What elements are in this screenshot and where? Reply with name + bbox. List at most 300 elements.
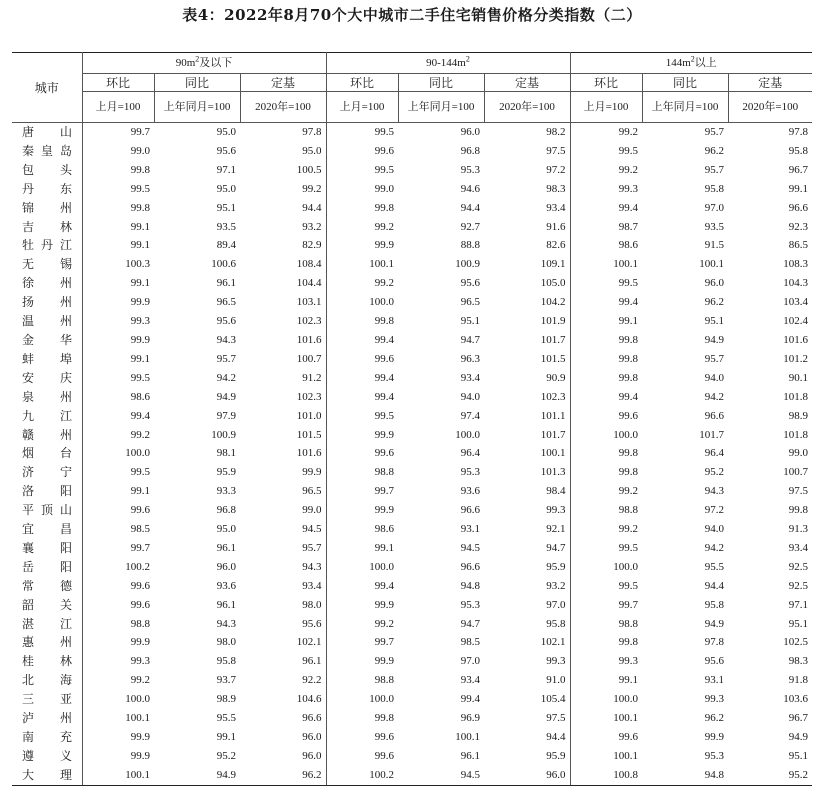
city-label: 唐山 — [22, 125, 72, 139]
city-name — [12, 331, 82, 350]
table-row — [12, 236, 812, 255]
index-value: 96.6 — [460, 560, 480, 573]
index-value: 95.1 — [788, 749, 809, 762]
index-value: 92.5 — [788, 560, 809, 573]
index-value: 100.5 — [240, 161, 326, 180]
city-name — [12, 388, 82, 407]
index-value: 88.8 — [460, 239, 480, 252]
index-value: 99.7 — [374, 636, 394, 649]
city-label: 锦州 — [22, 200, 72, 215]
city-label: 襄阳 — [22, 540, 72, 555]
city-name — [12, 501, 82, 520]
index-value: 96.7 — [788, 712, 809, 725]
index-value: 101.7 — [484, 331, 570, 350]
index-value: 91.8 — [788, 674, 809, 687]
index-value: 99.5 — [618, 277, 639, 290]
index-value: 109.1 — [484, 255, 570, 274]
index-value: 97.4 — [460, 409, 480, 422]
index-value: 100.0 — [613, 560, 639, 573]
index-value: 101.7 — [484, 426, 570, 445]
index-value: 93.2 — [484, 577, 570, 596]
index-value: 99.3 — [484, 652, 570, 671]
city-label: 常德 — [22, 578, 72, 593]
index-value: 101.7 — [699, 428, 725, 441]
index-value: 99.2 — [240, 180, 326, 199]
index-value: 97.5 — [484, 709, 570, 728]
group-header-medium: $90-144m^2$ — [326, 53, 570, 74]
index-value: 93.5 — [704, 220, 725, 233]
index-value: 100.0 — [369, 693, 394, 706]
index-value: 99.6 — [618, 409, 639, 422]
index-value: 95.3 — [704, 749, 725, 762]
city-column-header: 城市 — [12, 53, 82, 123]
base-label-2020: 2020年=100 — [484, 92, 570, 123]
index-value: 95.8 — [704, 598, 725, 611]
index-value: 101.6 — [240, 444, 326, 463]
table-row — [12, 747, 812, 766]
city-label: 三亚 — [22, 692, 72, 707]
table-row — [12, 558, 812, 577]
sub-header-fixed-base: 定基 — [240, 74, 326, 92]
index-value: 101.6 — [783, 333, 809, 346]
index-value: 94.7 — [460, 333, 480, 346]
index-value: 99.4 — [374, 579, 394, 592]
city-name — [12, 369, 82, 388]
index-value: 99.5 — [130, 371, 150, 384]
base-label-last-year: 上年同月=100 — [398, 92, 484, 123]
index-value: 99.3 — [484, 501, 570, 520]
index-value: 100.1 — [484, 444, 570, 463]
index-value: 96.5 — [216, 296, 236, 309]
index-value: 93.4 — [788, 541, 809, 554]
city-name — [12, 218, 82, 237]
index-value: 99.8 — [618, 333, 639, 346]
index-value: 95.6 — [460, 277, 480, 290]
index-value: 99.2 — [618, 163, 639, 176]
index-value: 99.9 — [704, 731, 725, 743]
index-value: 95.0 — [216, 126, 236, 138]
table-row — [12, 312, 812, 331]
city-name — [12, 539, 82, 558]
index-value: 99.9 — [130, 636, 150, 649]
group-header-small: $90m^2$及以下 — [82, 53, 326, 74]
index-value: 100.1 — [455, 731, 480, 743]
index-value: 96.0 — [484, 766, 570, 785]
index-value: 99.4 — [374, 390, 394, 403]
base-label-2020: 2020年=100 — [728, 92, 812, 123]
index-value: 91.3 — [788, 523, 809, 536]
city-name — [12, 444, 82, 463]
index-value: 108.4 — [240, 255, 326, 274]
index-value: 98.1 — [216, 447, 236, 460]
index-value: 95.0 — [240, 142, 326, 161]
city-name — [12, 293, 82, 312]
index-value: 94.3 — [240, 558, 326, 577]
index-value: 96.8 — [460, 144, 480, 157]
index-value: 103.6 — [783, 693, 809, 706]
index-value: 99.8 — [130, 163, 150, 176]
city-name — [12, 161, 82, 180]
table-row — [12, 596, 812, 615]
city-label: 湛江 — [22, 616, 72, 631]
index-value: 98.2 — [484, 123, 570, 142]
index-value: 96.2 — [240, 766, 326, 785]
index-value: 94.2 — [704, 541, 725, 554]
index-value: 98.3 — [484, 180, 570, 199]
index-value: 94.5 — [240, 520, 326, 539]
table-row — [12, 709, 812, 728]
index-value: 96.5 — [460, 296, 480, 309]
index-value: 95.3 — [460, 466, 480, 479]
index-value: 99.5 — [618, 579, 639, 592]
index-value: 99.6 — [374, 447, 394, 460]
table-row — [12, 218, 812, 237]
index-value: 99.3 — [618, 182, 639, 195]
index-value: 95.8 — [704, 182, 725, 195]
index-value: 97.9 — [216, 409, 236, 422]
index-value: 99.2 — [374, 277, 394, 290]
index-value: 100.8 — [570, 766, 642, 785]
index-value: 100.1 — [613, 749, 639, 762]
index-value: 97.8 — [788, 126, 809, 138]
index-value: 95.8 — [788, 144, 809, 157]
index-value: 95.9 — [484, 558, 570, 577]
index-value: 99.2 — [618, 523, 639, 536]
index-value: 93.1 — [704, 674, 725, 687]
index-value: 94.3 — [216, 333, 236, 346]
index-value: 100.1 — [613, 712, 639, 725]
index-value: 99.2 — [374, 220, 394, 233]
index-value: 95.2 — [216, 749, 236, 762]
city-label: 金华 — [22, 332, 72, 347]
index-value: 99.5 — [374, 163, 394, 176]
index-value: 91.0 — [484, 671, 570, 690]
index-value: 86.5 — [788, 239, 809, 252]
index-value: 95.2 — [704, 466, 725, 479]
index-value: 99.6 — [130, 598, 150, 611]
index-value: 99.8 — [618, 466, 639, 479]
index-value: 101.5 — [240, 426, 326, 445]
index-value: 99.0 — [240, 501, 326, 520]
city-label: 吉林 — [22, 219, 72, 234]
city-name — [12, 255, 82, 274]
index-value: 94.4 — [460, 201, 480, 214]
index-value: 100.7 — [783, 466, 809, 479]
table-row — [12, 199, 812, 218]
index-value: 99.7 — [618, 598, 639, 611]
city-name — [12, 482, 82, 501]
index-value: 96.1 — [216, 598, 236, 611]
index-value: 97.0 — [484, 596, 570, 615]
city-label: 北海 — [22, 673, 72, 688]
index-value: 99.9 — [130, 296, 150, 309]
table-row — [12, 520, 812, 539]
index-value: 100.9 — [211, 428, 236, 441]
index-value: 99.1 — [130, 239, 150, 252]
index-value: 98.8 — [374, 674, 394, 687]
table-body — [12, 123, 812, 786]
index-value: 98.4 — [484, 482, 570, 501]
index-value: 99.3 — [130, 655, 150, 668]
index-value: 105.0 — [484, 274, 570, 293]
city-label: 九江 — [22, 408, 72, 423]
base-label-last-year: 上年同月=100 — [642, 92, 728, 123]
index-value: 96.2 — [704, 144, 725, 157]
index-value: 96.8 — [216, 504, 236, 517]
index-value: 94.6 — [460, 182, 480, 195]
city-name — [12, 350, 82, 369]
index-value: 96.9 — [460, 712, 480, 725]
index-value: 92.2 — [240, 671, 326, 690]
index-value: 102.3 — [240, 312, 326, 331]
index-value: 104.4 — [240, 274, 326, 293]
index-value: 99.3 — [704, 693, 725, 706]
index-value: 95.8 — [484, 615, 570, 634]
price-index-table — [12, 52, 812, 786]
city-label: 蚌埠 — [22, 351, 72, 366]
index-value: 91.2 — [240, 369, 326, 388]
index-value: 98.8 — [130, 617, 150, 630]
index-value: 95.7 — [216, 352, 236, 365]
city-label: 秦皇岛 — [22, 143, 72, 158]
index-value: 93.3 — [216, 485, 236, 498]
index-value: 96.0 — [704, 277, 725, 290]
index-value: 99.5 — [374, 409, 394, 422]
city-label: 平顶山 — [22, 503, 72, 518]
index-value: 99.6 — [130, 504, 150, 517]
index-value: 96.5 — [240, 482, 326, 501]
index-value: 100.0 — [369, 296, 394, 309]
index-value: 99.1 — [130, 277, 150, 290]
index-value: 99.9 — [374, 655, 394, 668]
index-value: 99.5 — [618, 144, 639, 157]
index-value: 95.8 — [216, 655, 236, 668]
index-value: 94.3 — [704, 485, 725, 498]
index-value: 96.1 — [460, 749, 480, 762]
index-value: 99.5 — [130, 182, 150, 195]
index-value: 97.8 — [704, 636, 725, 649]
index-value: 99.2 — [130, 428, 150, 441]
city-name — [12, 671, 82, 690]
index-value: 94.0 — [460, 390, 480, 403]
table-row — [12, 388, 812, 407]
city-label: 扬州 — [22, 295, 72, 310]
city-name — [12, 633, 82, 652]
index-value: 99.2 — [130, 674, 150, 687]
index-value: 99.1 — [130, 485, 150, 498]
index-value: 95.1 — [460, 315, 480, 328]
city-label: 丹东 — [22, 181, 72, 196]
index-value: 93.2 — [240, 218, 326, 237]
sub-header-fixed-base: 定基 — [484, 74, 570, 92]
index-value: 96.3 — [460, 352, 480, 365]
index-value: 97.5 — [484, 142, 570, 161]
index-value: 82.6 — [484, 236, 570, 255]
index-value: 98.8 — [374, 466, 394, 479]
table-row — [12, 369, 812, 388]
index-value: 99.8 — [618, 352, 639, 365]
index-value: 96.6 — [788, 201, 809, 214]
index-value: 99.1 — [618, 315, 639, 328]
index-value: 102.3 — [240, 388, 326, 407]
index-value: 82.9 — [240, 236, 326, 255]
index-value: 96.6 — [704, 409, 725, 422]
index-value: 94.4 — [704, 579, 725, 592]
sub-header-mom: 环比 — [326, 74, 398, 92]
index-value: 100.9 — [455, 258, 480, 271]
city-label: 泉州 — [22, 389, 72, 404]
index-value: 99.9 — [130, 333, 150, 346]
table-row — [12, 180, 812, 199]
index-value: 95.2 — [728, 766, 812, 785]
index-value: 98.5 — [130, 523, 150, 536]
index-value: 99.3 — [130, 315, 150, 328]
index-value: 99.4 — [374, 371, 394, 384]
sub-header-yoy: 同比 — [398, 74, 484, 92]
index-value: 90.9 — [484, 369, 570, 388]
city-label: 宜昌 — [22, 522, 72, 537]
index-value: 99.0 — [130, 144, 150, 157]
index-value: 99.0 — [788, 447, 809, 460]
table-row — [12, 615, 812, 634]
index-value: 99.8 — [374, 712, 394, 725]
index-value: 99.1 — [130, 220, 150, 233]
index-value: 99.6 — [374, 731, 394, 743]
index-value: 95.6 — [240, 615, 326, 634]
table-row — [12, 671, 812, 690]
index-value: 93.4 — [460, 674, 480, 687]
city-label: 遵义 — [22, 748, 72, 763]
index-value: 91.5 — [704, 239, 725, 252]
index-value: 99.5 — [618, 541, 639, 554]
index-value: 99.3 — [618, 655, 639, 668]
index-value: 101.1 — [484, 407, 570, 426]
city-name — [12, 558, 82, 577]
index-value: 94.9 — [704, 333, 725, 346]
index-value: 101.8 — [783, 428, 809, 441]
index-value: 100.0 — [455, 428, 480, 441]
index-value: 97.2 — [484, 161, 570, 180]
city-label: 包头 — [22, 162, 72, 177]
index-value: 99.6 — [130, 579, 150, 592]
sub-header-yoy: 同比 — [642, 74, 728, 92]
index-value: 96.1 — [240, 652, 326, 671]
city-name — [12, 312, 82, 331]
index-value: 95.1 — [788, 617, 809, 630]
index-value: 97.2 — [704, 504, 725, 517]
index-value: 95.1 — [704, 315, 725, 328]
index-value: 98.9 — [216, 693, 236, 706]
index-value: 99.1 — [618, 674, 639, 687]
index-value: 92.3 — [788, 220, 809, 233]
index-value: 98.6 — [130, 390, 150, 403]
index-value: 100.2 — [326, 766, 398, 785]
index-value: 94.9 — [216, 390, 236, 403]
table-row — [12, 331, 812, 350]
index-value: 99.1 — [216, 731, 236, 743]
index-value: 95.7 — [704, 126, 725, 138]
index-value: 98.6 — [618, 239, 639, 252]
index-value: 96.0 — [240, 747, 326, 766]
index-value: 99.6 — [374, 352, 394, 365]
index-value: 101.0 — [240, 407, 326, 426]
table-row — [12, 293, 812, 312]
index-value: 99.9 — [374, 598, 394, 611]
index-value: 103.4 — [783, 296, 809, 309]
index-value: 94.7 — [460, 617, 480, 630]
index-value: 96.0 — [460, 126, 480, 138]
table-row — [12, 407, 812, 426]
city-label: 牡丹江 — [22, 238, 72, 253]
city-label: 韶关 — [22, 597, 72, 612]
index-value: 96.2 — [704, 712, 725, 725]
index-value: 101.2 — [783, 352, 809, 365]
index-value: 99.9 — [130, 749, 150, 762]
index-value: 99.9 — [130, 731, 150, 743]
index-value: 95.1 — [216, 201, 236, 214]
index-value: 101.3 — [484, 463, 570, 482]
index-value: 101.6 — [240, 331, 326, 350]
index-value: 99.5 — [374, 126, 394, 138]
index-value: 97.0 — [704, 201, 725, 214]
index-value: 98.3 — [788, 655, 809, 668]
city-name — [12, 274, 82, 293]
index-value: 98.5 — [460, 636, 480, 649]
index-value: 101.5 — [484, 350, 570, 369]
city-label: 赣州 — [22, 427, 72, 442]
index-value: 103.1 — [240, 293, 326, 312]
index-value: 99.5 — [130, 466, 150, 479]
table-row — [12, 577, 812, 596]
city-label: 烟台 — [22, 446, 72, 461]
sub-header-yoy: 同比 — [154, 74, 240, 92]
index-value: 99.7 — [374, 485, 394, 498]
index-value: 101.9 — [484, 312, 570, 331]
base-label-last-month: 上月=100 — [82, 92, 154, 123]
index-value: 99.8 — [618, 371, 639, 384]
index-value: 100.7 — [240, 350, 326, 369]
index-value: 95.9 — [216, 466, 236, 479]
index-value: 99.4 — [618, 296, 639, 309]
index-value: 100.1 — [699, 258, 725, 271]
index-value: 99.9 — [374, 239, 394, 252]
index-value: 94.5 — [460, 541, 480, 554]
index-value: 92.1 — [484, 520, 570, 539]
index-value: 98.8 — [618, 504, 639, 517]
index-value: 95.5 — [704, 560, 725, 573]
index-value: 100.1 — [369, 258, 394, 271]
index-value: 99.8 — [374, 315, 394, 328]
index-value: 93.4 — [484, 199, 570, 218]
index-value: 100.0 — [613, 428, 639, 441]
city-label: 徐州 — [22, 276, 72, 291]
sub-header-fixed-base: 定基 — [728, 74, 812, 92]
index-value: 102.1 — [240, 633, 326, 652]
index-value: 100.0 — [369, 560, 394, 573]
index-value: 99.2 — [618, 126, 639, 138]
index-value: 94.0 — [704, 371, 725, 384]
city-label: 南充 — [22, 730, 72, 744]
page-title: 表4：2022年8月70个大中城市二手住宅销售价格分类指数（二） — [182, 6, 642, 24]
city-name — [12, 766, 82, 785]
index-value: 99.2 — [374, 617, 394, 630]
city-name — [12, 728, 82, 747]
index-value: 97.1 — [788, 598, 809, 611]
index-value: 97.8 — [240, 123, 326, 142]
table-row — [12, 463, 812, 482]
index-value: 94.7 — [484, 539, 570, 558]
city-label: 泸州 — [22, 711, 72, 726]
